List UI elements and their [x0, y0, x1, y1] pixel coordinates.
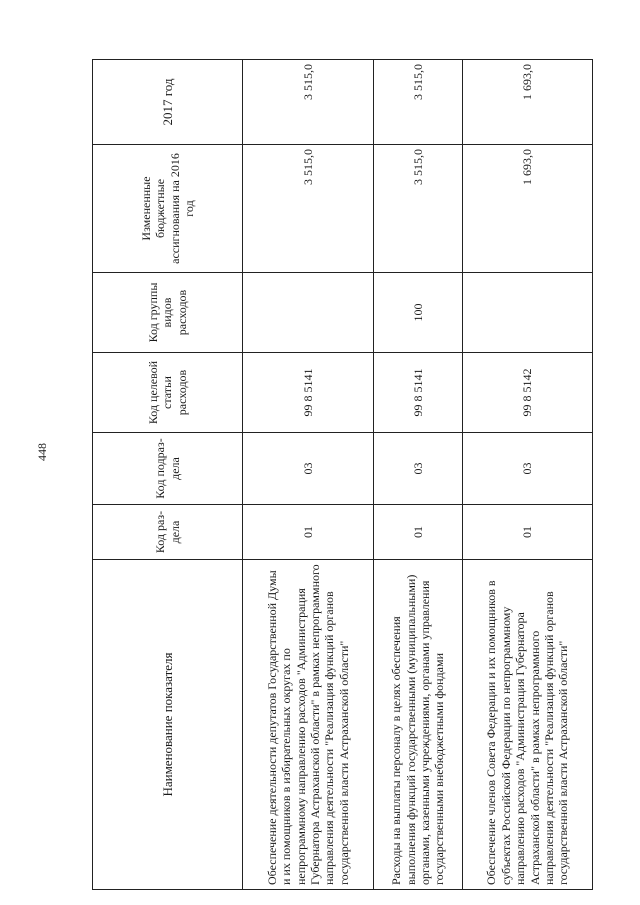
row-podrazdel: 03: [243, 433, 374, 505]
row-podrazdel: 03: [463, 433, 593, 505]
header-changed-2016: Измененные бюджетные ассигнования на 2016 год: [93, 145, 243, 273]
table-row: [374, 60, 463, 890]
budget-table: [92, 59, 593, 890]
page-number: 448: [35, 443, 49, 461]
row-expense-group: [243, 273, 374, 353]
header-name: Наименование показателя: [93, 560, 243, 890]
row-changed-2016: 3 515,0: [243, 145, 374, 273]
header-expense-group: Код группы видов расходов: [93, 273, 243, 353]
header-target-article: Код целевой статьи расходов: [93, 353, 243, 433]
table-row: [243, 60, 374, 890]
row-changed-2016: 1 693,0: [463, 145, 593, 273]
row-razdel: 01: [374, 505, 463, 560]
row-name: Расходы на выплаты персоналу в целях обеспечения выполнения функций государственными (муниципальными) органами, казенными учреждениями, органами управления государственными внебюджетными фондами: [374, 560, 463, 890]
row-changed-2016: 3 515,0: [374, 145, 463, 273]
row-expense-group: [463, 273, 593, 353]
rotated-page-content: [92, 40, 592, 890]
row-razdel: 01: [243, 505, 374, 560]
row-2017: 1 693,0: [463, 60, 593, 145]
header-2017: 2017 год: [93, 60, 243, 145]
row-razdel: 01: [463, 505, 593, 560]
header-razdel: Код раз-дела: [93, 505, 243, 560]
row-expense-group: 100: [374, 273, 463, 353]
row-name: Обеспечение членов Совета Федерации и их помощников в субъектах Российской Федерации по непрограммному направлению расходов "Администрация Губернатора Астраханской области" в рамках непрограммного направления деятельности "Реализация функций органов государственной власти Астраханской области": [463, 560, 593, 890]
row-2017: 3 515,0: [374, 60, 463, 145]
row-target-article: 99 8 5141: [243, 353, 374, 433]
row-name: Обеспечение деятельности депутатов Государственной Думы и их помощников в избирательных округах по непрограммному направлению расходов "Администрация Губернатора Астраханской области" в рамках непрограммного направления деятельности "Реализация функций органов государственной власти Астраханской области": [243, 560, 374, 890]
table-row: [463, 60, 593, 890]
row-target-article: 99 8 5141: [374, 353, 463, 433]
table-header-row: [93, 60, 243, 890]
row-2017: 3 515,0: [243, 60, 374, 145]
row-target-article: 99 8 5142: [463, 353, 593, 433]
row-podrazdel: 03: [374, 433, 463, 505]
header-podrazdel: Код подраз-дела: [93, 433, 243, 505]
